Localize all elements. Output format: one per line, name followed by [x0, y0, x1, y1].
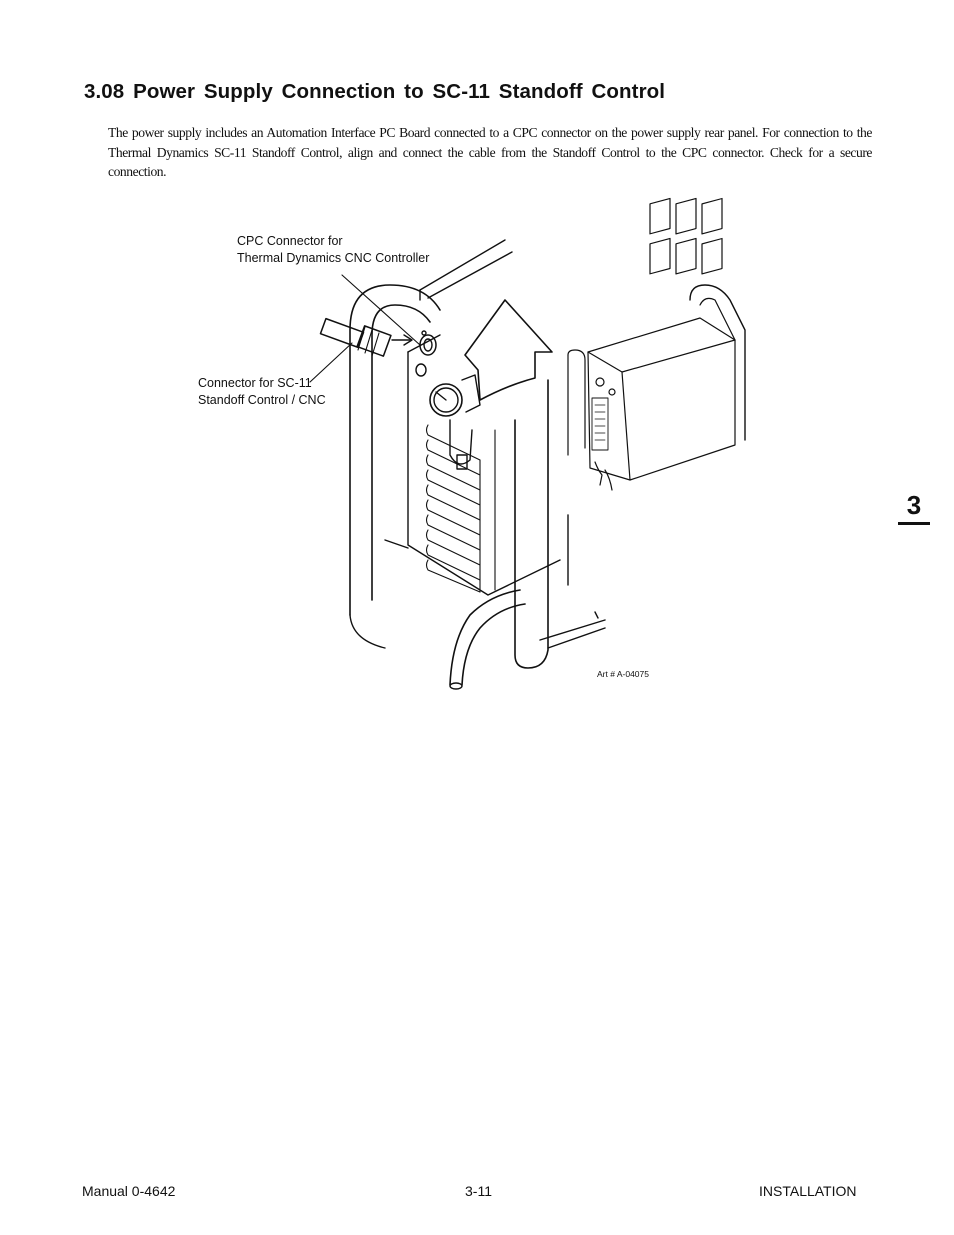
footer-page-number: 3-11: [465, 1183, 492, 1199]
callout-sc11-connector: [198, 375, 326, 409]
callout-cpc-line-1: CPC Connector for: [237, 234, 343, 248]
section-title: 3.08 Power Supply Connection to SC-11 Standoff Control: [84, 80, 666, 103]
callout-sc11-line-1: Connector for SC-11: [198, 376, 312, 390]
art-number: Art # A-04075: [597, 669, 649, 679]
chapter-tab: 3: [898, 490, 930, 525]
callout-cpc-connector: [237, 233, 429, 267]
footer-manual-number: Manual 0-4642: [82, 1183, 176, 1199]
callout-sc11-line-2: Standoff Control / CNC: [198, 393, 326, 407]
section-body-text: The power supply includes an Automation Interface PC Board connected to a CPC connector on the power supply rear panel. For connection to the Thermal Dynamics SC-11 Standoff Control, align and connect the cable from the Standoff Control to the CPC connector. Check for a secure connection.: [108, 125, 872, 179]
footer-section-name: INSTALLATION: [759, 1183, 857, 1199]
callout-cpc-line-2: Thermal Dynamics CNC Controller: [237, 251, 430, 265]
